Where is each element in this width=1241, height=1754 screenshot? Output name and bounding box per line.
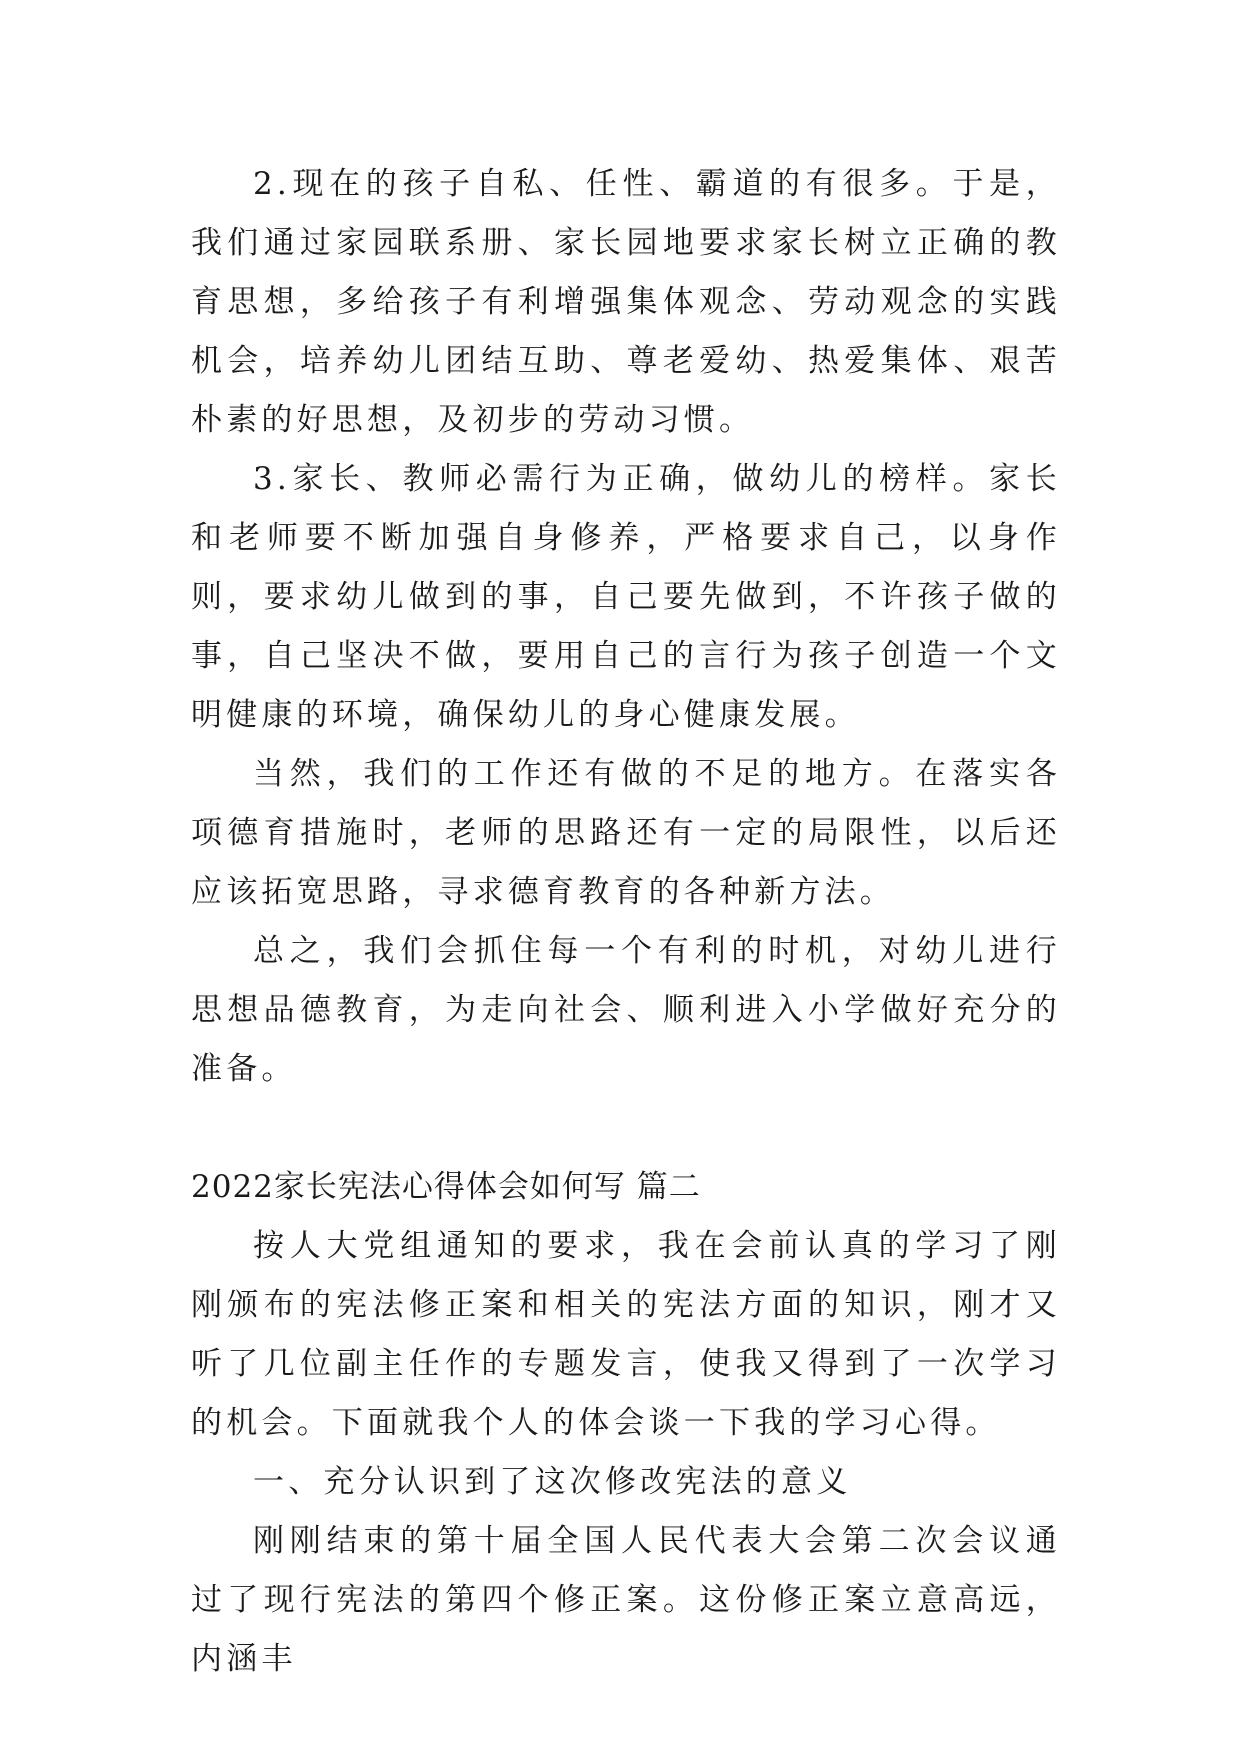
paragraph-amendment: 刚刚结束的第十届全国人民代表大会第二次会议通过了现行宪法的第四个修正案。这份修正案立意高远，内涵丰 [191,1523,1061,1677]
paragraph-conclusion: 总之，我们会抓住每一个有利的时机，对幼儿进行思想品德教育，为走向社会、顺利进入小学做好充分的准备。 [191,933,1061,1087]
document-body [191,155,1061,1689]
paragraph-shortcomings: 当然，我们的工作还有做的不足的地方。在落实各项德育措施时，老师的思路还有一定的局限性，以后还应该拓宽思路，寻求德育教育的各种新方法。 [191,756,1061,910]
paragraph-item-2: 2.现在的孩子自私、任性、霸道的有很多。于是，我们通过家园联系册、家长园地要求家长树立正确的教育思想，多给孩子有利增强集体观念、劳动观念的实践机会，培养幼儿团结互助、尊老爱幼、热爱集体、艰苦朴素的好思想，及初步的劳动习惯。 [191,166,1061,438]
section-heading: 2022家长宪法心得体会如何写 篇二 [191,1169,701,1205]
paragraph-item-3: 3.家长、教师必需行为正确，做幼儿的榜样。家长和老师要不断加强自身修养，严格要求自己，以身作则，要求幼儿做到的事，自己要先做到，不许孩子做的事，自己坚决不做，要用自己的言行为孩子创造一个文明健康的环境，确保幼儿的身心健康发展。 [191,461,1061,733]
subheading-point-one: 一、充分认识到了这次修改宪法的意义 [253,1464,852,1500]
paragraph-intro: 按人大党组通知的要求，我在会前认真的学习了刚刚颁布的宪法修正案和相关的宪法方面的知识，刚才又听了几位副主任作的专题发言，使我又得到了一次学习的机会。下面就我个人的体会谈一下我的学习心得。 [191,1228,1061,1441]
